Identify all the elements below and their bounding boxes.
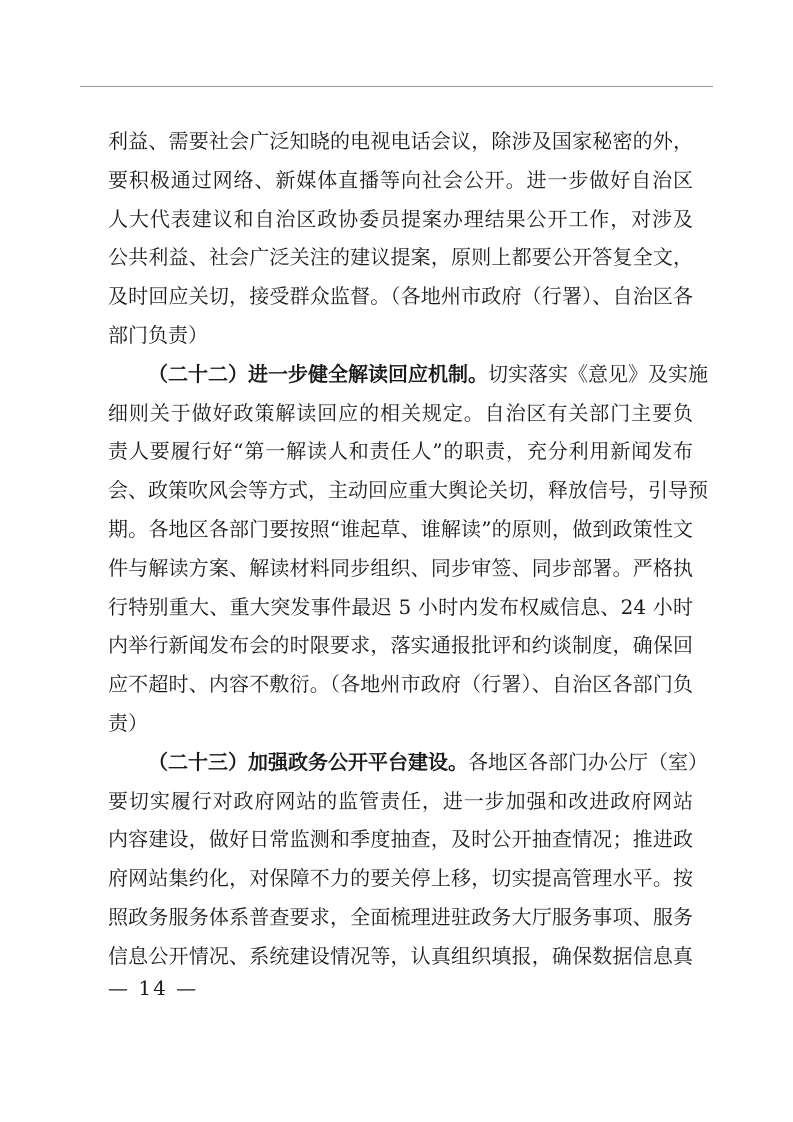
text-line: 细则关于做好政策解读回应的相关规定。自治区有关部门主要负: [108, 400, 693, 425]
text-run: 各地区各部门办公厅（室）: [468, 749, 708, 774]
text-line: 责）: [108, 710, 148, 735]
text-line: 要积极通过网络、新媒体直播等向社会公开。进一步做好自治区: [108, 167, 693, 192]
text-line: 及时回应关切，接受群众监督。（各地州市政府（行署）、自治区各: [108, 284, 693, 309]
section-heading-23: （二十三）加强政务公开平台建设。: [148, 749, 468, 774]
text-line: 责人要履行好“第一解读人和责任人”的职责，充分利用新闻发布: [108, 439, 693, 464]
text-line: 部门负责）: [108, 322, 208, 347]
text-line: 公共利益、社会广泛关注的建议提案，原则上都要公开答复全文，: [108, 245, 693, 270]
text-line: 期。各地区各部门要按照“谁起草、谁解读”的原则，做到政策性文: [108, 516, 693, 541]
section-heading-22: （二十二）进一步健全解读回应机制。: [148, 361, 488, 386]
header-rule: [80, 86, 713, 87]
text-run: 切实落实《意见》及实施: [488, 361, 708, 386]
text-line: 人大代表建议和自治区政协委员提案办理结果公开工作，对涉及: [108, 206, 693, 231]
text-line: 利益、需要社会广泛知晓的电视电话会议，除涉及国家秘密的外，: [108, 129, 693, 153]
text-line: 会、政策吹风会等方式，主动回应重大舆论关切，释放信号，引导预: [108, 478, 708, 503]
paragraph-first-line: [108, 355, 708, 394]
paragraph-first-line: [108, 743, 708, 782]
text-line: 要切实履行对政府网站的监管责任，进一步加强和改进政府网站: [108, 788, 693, 813]
text-line: 应不超时、内容不敷衍。（各地州市政府（行署）、自治区各部门负: [108, 672, 693, 697]
text-line: 行特别重大、重大突发事件最迟 5 小时内发布权威信息、24 小时: [108, 594, 693, 619]
document-body: [108, 122, 708, 976]
text-line: 内举行新闻发布会的时限要求，落实通报批评和约谈制度，确保回: [108, 633, 693, 658]
text-line: 内容建设，做好日常监测和季度抽查，及时公开抽查情况；推进政: [108, 827, 693, 852]
text-line: 件与解读方案、解读材料同步组织、同步审签、同步部署。严格执: [108, 555, 693, 580]
text-line: 信息公开情况、系统建设情况等，认真组织填报，确保数据信息真: [108, 943, 693, 968]
page-number: — 14 —: [108, 976, 199, 1000]
text-line: 照政务服务体系普查要求，全面梳理进驻政务大厅服务事项、服务: [108, 904, 693, 929]
text-line: 府网站集约化，对保障不力的要关停上移，切实提高管理水平。按: [108, 866, 693, 891]
